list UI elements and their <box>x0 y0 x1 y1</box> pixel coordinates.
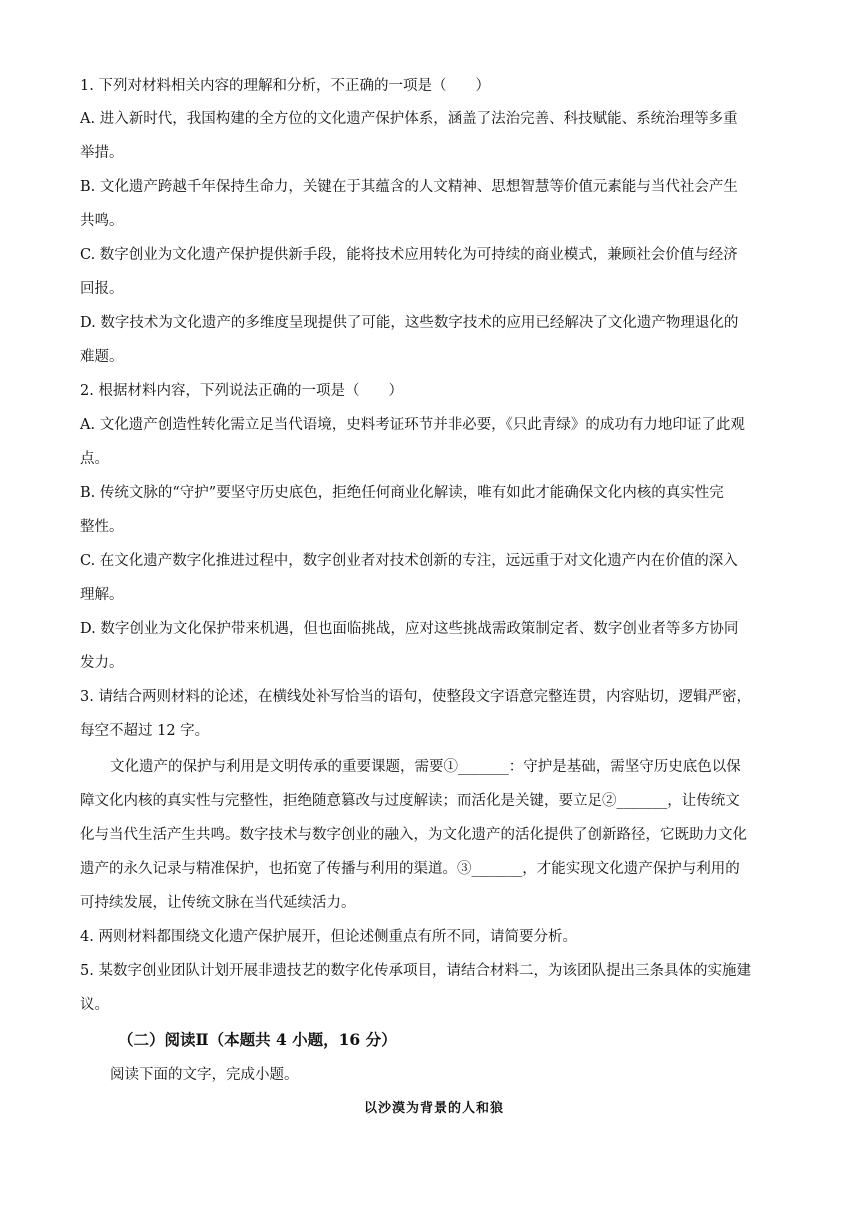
q1-option-a-cont: 举措。 <box>80 145 124 161</box>
q2-option-c-cont: 理解。 <box>80 587 124 603</box>
section-heading: （二）阅读Ⅱ（本题共 4 小题，16 分） <box>118 1030 397 1049</box>
q3-stem-cont: 每空不超过 12 字。 <box>80 723 210 739</box>
q2-option-a-cont: 点。 <box>80 451 109 467</box>
q2-option-b: B. 传统文脉的“守护”要坚守历史底色，拒绝任何商业化解读，唯有如此才能确保文化内核的真实性完 <box>80 485 724 501</box>
q1-option-c: C. 数字创业为文化遗产保护提供新手段，能将技术应用转化为可持续的商业模式，兼顾社会价值与经济 <box>80 247 738 263</box>
q1-option-c-cont: 回报。 <box>80 281 124 297</box>
q1-option-b: B. 文化遗产跨越千年保持生命力，关键在于其蕴含的人文精神、思想智慧等价值元素能与当代社会产生 <box>80 179 738 195</box>
q5-stem: 5. 某数字创业团队计划开展非遗技艺的数字化传承项目，请结合材料二，为该团队提出三条具体的实施建 <box>80 963 751 979</box>
q2-option-a: A. 文化遗产创造性转化需立足当代语境，史料考证环节并非必要，《只此青绿》的成功有力地印证了此观 <box>80 417 745 433</box>
q2-option-d-cont: 发力。 <box>80 655 124 671</box>
q2-option-d: D. 数字创业为文化保护带来机遇，但也面临挑战，应对这些挑战需政策制定者、数字创业者等多方协同 <box>80 621 739 637</box>
q4-stem: 4. 两则材料都围绕文化遗产保护展开，但论述侧重点有所不同，请简要分析。 <box>80 929 577 945</box>
q2-stem: 2. 根据材料内容，下列说法正确的一项是（ ） <box>80 383 403 399</box>
q3-stem: 3. 请结合两则材料的论述，在横线处补写恰当的语句，使整段文字语意完整连贯，内容贴切，逻辑严密， <box>80 689 751 705</box>
q3-passage-line-4: 遗产的永久记录与精准保护，也拓宽了传播与利用的渠道。③_______，才能实现文化遗产保护与利用的 <box>80 861 740 877</box>
q3-passage-line-5: 可持续发展，让传统文脉在当代延续活力。 <box>80 895 356 911</box>
q1-option-a: A. 进入新时代，我国构建的全方位的文化遗产保护体系，涵盖了法治完善、科技赋能、系统治理等多重 <box>80 111 738 127</box>
q1-stem: 1. 下列对材料相关内容的理解和分析，不正确的一项是（ ） <box>80 78 490 94</box>
q1-option-b-cont: 共鸣。 <box>80 213 124 229</box>
article-title: 以沙漠为背景的人和狼 <box>363 1101 504 1116</box>
q1-option-d-cont: 难题。 <box>80 349 124 365</box>
q5-stem-cont: 议。 <box>80 997 109 1013</box>
q3-passage-line-3: 化与当代生活产生共鸣。数字技术与数字创业的融入，为文化遗产的活化提供了创新路径，它既助力文化 <box>80 827 747 843</box>
q3-passage-line-2: 障文化内核的真实性与完整性，拒绝随意篡改与过度解读；而活化是关键，要立足②_______，让传统文 <box>80 793 740 809</box>
q3-passage-line-1: 文化遗产的保护与利用是文明传承的重要课题，需要①_______：守护是基础，需坚守历史底色以保 <box>110 759 741 775</box>
reading-instruction: 阅读下面的文字，完成小题。 <box>110 1067 299 1083</box>
q2-option-c: C. 在文化遗产数字化推进过程中，数字创业者对技术创新的专注，远远重于对文化遗产内在价值的深入 <box>80 553 738 569</box>
q2-option-b-cont: 整性。 <box>80 519 124 535</box>
q1-option-d: D. 数字技术为文化遗产的多维度呈现提供了可能，这些数字技术的应用已经解决了文化遗产物理退化的 <box>80 315 739 331</box>
